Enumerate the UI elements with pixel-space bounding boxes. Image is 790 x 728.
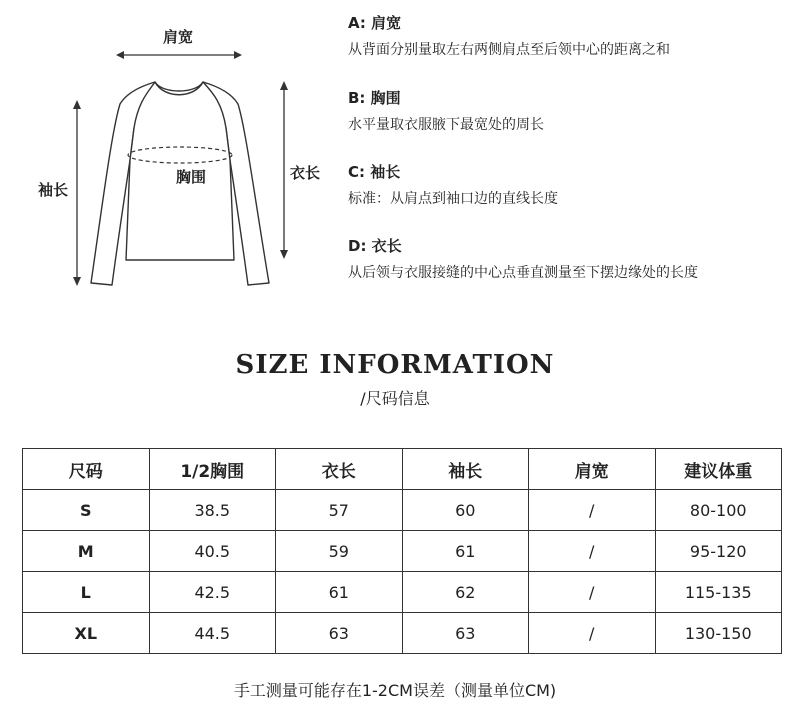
shoulder-width-label: 肩宽 <box>163 28 194 46</box>
table-cell: 115-135 <box>655 572 782 613</box>
table-cell: S <box>23 490 150 531</box>
header-length: 衣长 <box>276 449 403 490</box>
size-information-subtitle: /尺码信息 <box>360 389 430 408</box>
table-cell: 62 <box>402 572 529 613</box>
body-length-label: 衣长 <box>290 164 321 182</box>
table-cell: 61 <box>276 572 403 613</box>
measurement-b <box>348 87 778 134</box>
measurement-text: 从后领与衣服接缝的中心点垂直测量至下摆边缘处的长度 <box>348 265 698 281</box>
table-cell: 42.5 <box>149 572 276 613</box>
sleeve-length-label: 袖长 <box>38 181 69 199</box>
measurement-title: D: 衣长 <box>348 237 402 255</box>
measurement-title: B: 胸围 <box>348 89 401 107</box>
table-cell: 61 <box>402 531 529 572</box>
table-cell: / <box>529 531 656 572</box>
table-cell: 38.5 <box>149 490 276 531</box>
measurement-text: 水平量取衣服腋下最宽处的周长 <box>348 117 544 133</box>
table-cell: XL <box>23 613 150 654</box>
measurement-text: 从背面分别量取左右两侧肩点至后领中心的距离之和 <box>348 42 670 58</box>
table-cell: 95-120 <box>655 531 782 572</box>
table-cell: 130-150 <box>655 613 782 654</box>
table-cell: 40.5 <box>149 531 276 572</box>
chest-label: 胸围 <box>176 168 207 186</box>
measurement-error-note: 手工测量可能存在1-2CM误差（测量单位CM) <box>233 681 557 700</box>
measurement-title: C: 袖长 <box>348 163 401 181</box>
table-cell: 44.5 <box>149 613 276 654</box>
table-cell: L <box>23 572 150 613</box>
measurement-a <box>348 12 778 59</box>
measurement-c <box>348 161 778 208</box>
table-cell: M <box>23 531 150 572</box>
measurement-title: A: 肩宽 <box>348 14 402 32</box>
measurement-d <box>348 235 778 282</box>
table-header-row <box>23 449 782 490</box>
size-information-title: SIZE INFORMATION <box>235 350 555 380</box>
header-sleeve: 袖长 <box>402 449 529 490</box>
table-cell: 57 <box>276 490 403 531</box>
size-table <box>22 448 782 654</box>
measurement-text: 标准：从肩点到袖口边的直线长度 <box>348 191 558 207</box>
table-row <box>23 572 782 613</box>
table-cell: / <box>529 613 656 654</box>
shoulder-width-arrow <box>116 51 242 59</box>
header-half-chest: 1/2胸围 <box>149 449 276 490</box>
sleeve-length-arrow <box>73 100 81 286</box>
header-shoulder: 肩宽 <box>529 449 656 490</box>
table-cell: / <box>529 572 656 613</box>
table-cell: 63 <box>402 613 529 654</box>
table-row <box>23 531 782 572</box>
table-cell: 59 <box>276 531 403 572</box>
body-length-arrow <box>280 81 288 259</box>
table-cell: 80-100 <box>655 490 782 531</box>
table-row <box>23 490 782 531</box>
table-row <box>23 613 782 654</box>
header-weight: 建议体重 <box>655 449 782 490</box>
table-cell: / <box>529 490 656 531</box>
table-cell: 63 <box>276 613 403 654</box>
table-cell: 60 <box>402 490 529 531</box>
header-size: 尺码 <box>23 449 150 490</box>
